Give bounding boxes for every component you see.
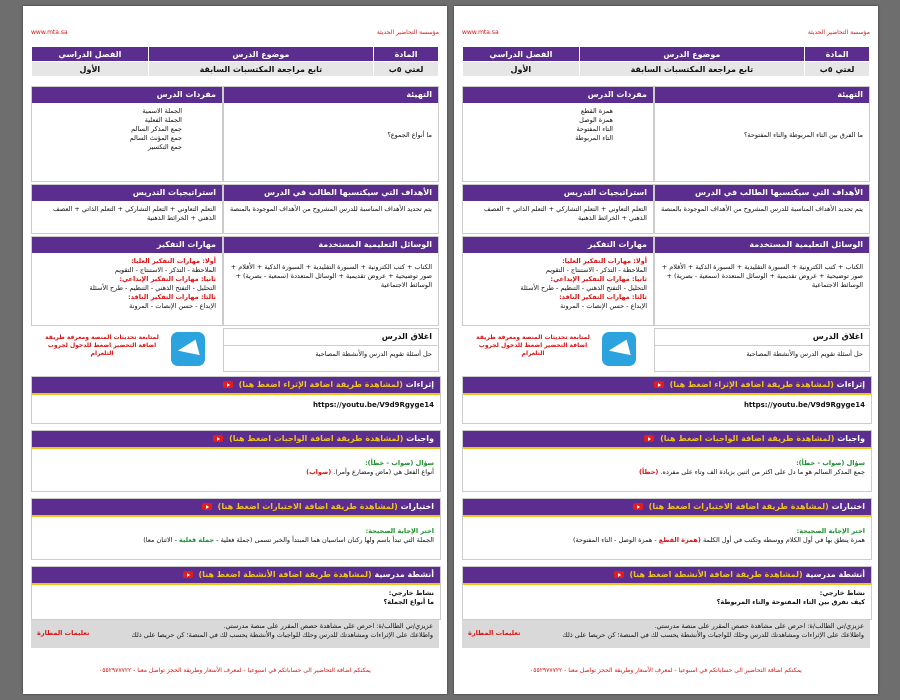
thinking-heading: مهارات التفكير <box>32 237 222 253</box>
subject-label: المادة <box>374 47 439 62</box>
tests-rest: - همزة الوصل - التاء المفتوحة) <box>572 536 657 544</box>
warmup-heading: التهيئة <box>224 87 438 103</box>
vocab-item: جمع المذكر السالم <box>131 125 182 133</box>
thinking-heading: مهارات التفكير <box>463 237 653 253</box>
thinking-title: ثالثا: مهارات التفكير الناقد: <box>559 293 647 301</box>
homework-title: سؤال (صواب - خطأ): <box>796 459 865 467</box>
lesson-page-left <box>23 6 447 694</box>
closure-heading: اغلاق الدرس <box>224 329 438 346</box>
homework-heading[interactable] <box>32 431 440 449</box>
tests-answer: (همزة القطع <box>658 536 701 544</box>
tests-text: همزة ينطق بها في أول الكلام ووسطه وتكتب في أول الكلمة <box>702 536 865 544</box>
vocab-item: التاء المفتوحة <box>576 125 613 133</box>
telegram-icon[interactable] <box>171 332 205 366</box>
enrich-link[interactable]: https://youtu.be/V9d9Rgyge14 <box>743 401 865 409</box>
topic-label: موضوع الدرس <box>148 47 373 62</box>
notes-box <box>462 620 870 648</box>
activity-title: نشاط خارجي: <box>388 589 434 597</box>
activity-box <box>462 566 872 620</box>
strategies-text: التعلم التعاوني + التعلم التشاركي + التعلم الذاتي + العصف الذهني + الخرائط الذهنية <box>53 205 216 222</box>
homework-label: واجبات <box>406 434 434 443</box>
enrich-label: إثراءات <box>836 380 865 389</box>
homework-box <box>31 430 441 492</box>
topic-value: تابع مراجعة المكتسبات السابقة <box>148 62 373 77</box>
notes-line: عزيزي/تي الطالب/ة: احرص على مشاهدة حصص المقرر على منصة مدرستي. <box>223 622 433 630</box>
activity-label: أنشطة مدرسية <box>374 570 434 579</box>
notes-line: واطلاعك على الإثراءات ومشاهدتك للدرس وحلك للواجبات والأنشطة يحسب لك في المنصة؛ كن حريصا على ذلك <box>131 631 433 639</box>
tests-heading[interactable] <box>463 499 871 517</box>
subject-label: المادة <box>805 47 870 62</box>
lesson-info-table <box>31 46 439 77</box>
warmup-box <box>223 86 439 182</box>
warmup-heading: التهيئة <box>655 87 869 103</box>
enrich-hint: (لمشاهدة طريقة اضافة الإثراء اضغط هنا) <box>238 380 403 389</box>
page-footer: يمكنكم اضافة التحاضير الى حساباتكم في اسبوعيا - لمعرف الأسعار وطريقة الحجز تواصل معنا - ٠٥٥٢٩٧٧٧٢٢ <box>530 667 802 674</box>
homework-box <box>462 430 872 492</box>
objectives-heading: الأهداف التي سيكتسبها الطالب في الدرس <box>224 185 438 201</box>
activity-heading[interactable] <box>463 567 871 585</box>
thinking-box <box>462 236 654 326</box>
notes-box <box>31 620 439 648</box>
thinking-title: ثانيا: مهارات التفكير الإبداعي: <box>550 275 647 283</box>
enrich-box <box>31 376 441 424</box>
vocab-item: همزة القطع <box>580 107 613 115</box>
warmup-box <box>654 86 870 182</box>
tests-title: اختر الإجابة الصحيحة: <box>365 527 434 535</box>
homework-hint: (لمشاهدة طريقة اضافة الواجبات اضغط هنا) <box>660 434 835 443</box>
homework-answer: (خطأ) <box>639 468 659 476</box>
tools-box <box>654 236 870 326</box>
instructions-label: تعليمات المطارة <box>468 629 521 637</box>
subject-value: لغتي ٥ب <box>805 62 870 77</box>
vocab-heading: مفردات الدرس <box>32 87 222 103</box>
tests-text: الجملة التي تبدأ باسم ولها ركنان اساسيان هما المبتدأ والخبر تسمى (جملة فعلية - <box>216 536 434 544</box>
topic-label: موضوع الدرس <box>579 47 804 62</box>
strategies-heading: استراتيجيات التدريس <box>463 185 653 201</box>
term-value: الأول <box>463 62 580 77</box>
enrich-link[interactable]: https://youtu.be/V9d9Rgyge14 <box>312 401 434 409</box>
topic-value: تابع مراجعة المكتسبات السابقة <box>579 62 804 77</box>
thinking-box <box>31 236 223 326</box>
thinking-list: الإبداع - حسن الإنصات - المرونة <box>129 302 216 310</box>
objectives-box <box>223 184 439 234</box>
activity-box <box>31 566 441 620</box>
objectives-box <box>654 184 870 234</box>
thinking-list: التحليل - التفتح الذهني - التنظيم - طرح الأسئلة <box>520 284 647 292</box>
vocab-item: الجملة الاسمية <box>142 107 182 115</box>
enrich-hint: (لمشاهدة طريقة اضافة الإثراء اضغط هنا) <box>669 380 834 389</box>
thinking-title: أولا: مهارات التفكير العليا: <box>562 257 647 265</box>
notes-line: عزيزي/تي الطالب/ة: احرص على مشاهدة حصص المقرر على منصة مدرستي. <box>654 622 864 630</box>
instructions-label: تعليمات المطارة <box>37 629 90 637</box>
thinking-list: الإبداع - حسن الإنصات - المرونة <box>560 302 647 310</box>
page-footer: يمكنكم اضافة التحاضير الى حساباتكم في اسبوعيا - لمعرف الأسعار وطريقة الحجز تواصل معنا - ٠٥٥٢٩٧٧٧٢٢ <box>99 667 371 674</box>
telegram-text: لمتابعة تحديثات المنصة ومعرفة طريقة اضافة التحضير اضغط للدخول لجروب التلغرام <box>45 334 159 357</box>
youtube-icon[interactable] <box>213 435 223 442</box>
homework-hint: (لمشاهدة طريقة اضافة الواجبات اضغط هنا) <box>229 434 404 443</box>
enrich-label: إثراءات <box>405 380 434 389</box>
term-label: الفصل الدراسي <box>463 47 580 62</box>
tests-label: اختبارات <box>400 502 434 511</box>
tests-hint: (لمشاهدة طريقة اضافة الاختبارات اضغط هنا) <box>217 502 398 511</box>
homework-heading[interactable] <box>463 431 871 449</box>
activity-label: أنشطة مدرسية <box>805 570 865 579</box>
page-header <box>462 30 870 35</box>
lesson-info-table <box>462 46 870 77</box>
tests-box <box>31 498 441 560</box>
tests-hint: (لمشاهدة طريقة اضافة الاختبارات اضغط هنا) <box>648 502 829 511</box>
brand-name: مؤسسة التحاضير الحديثة <box>376 29 439 36</box>
telegram-text: لمتابعة تحديثات المنصة ومعرفة طريقة اضافة التحضير اضغط للدخول لجروب التلغرام <box>476 334 590 357</box>
tests-box <box>462 498 872 560</box>
tools-heading: الوسائل التعليمية المستخدمة <box>224 237 438 253</box>
homework-text: جمع المذكر السالم هو ما دل على اكثر من اثنين بزيادة الف وتاء على مفرده. <box>660 468 865 476</box>
tests-heading[interactable] <box>32 499 440 517</box>
thinking-list: الملاحظة - التذكر - الاستنتاج - التقويم <box>114 266 216 274</box>
youtube-icon[interactable] <box>183 571 193 578</box>
brand-site: www.mta.sa <box>462 29 499 36</box>
closure-heading: اغلاق الدرس <box>655 329 869 346</box>
enrich-heading[interactable] <box>32 377 440 395</box>
homework-answer: (صواب) <box>306 468 332 476</box>
thinking-list: الملاحظة - التذكر - الاستنتاج - التقويم <box>545 266 647 274</box>
tools-heading: الوسائل التعليمية المستخدمة <box>655 237 869 253</box>
activity-text: ما أنواع الجملة؟ <box>383 598 434 606</box>
warmup-question: ما أنواع الجموع؟ <box>387 131 432 139</box>
strategies-box <box>31 184 223 234</box>
activity-heading[interactable] <box>32 567 440 585</box>
tools-text: الكتاب + كتب الكترونية + السبورة التقليدية + السبورة الذكية + الأقلام + صور توضيحية + عروض تقديمية + الوسائل المتعددة (سمعية - بصرية) + الوسائط الاجتماعية <box>230 263 432 289</box>
homework-text: أنواع الفعل هي (ماض ومضارع وأمر). <box>333 468 434 476</box>
thinking-title: ثانيا: مهارات التفكير الإبداعي: <box>119 275 216 283</box>
vocab-item: همزة الوصل <box>579 116 613 124</box>
vocab-box <box>462 86 654 182</box>
youtube-icon[interactable] <box>614 571 624 578</box>
vocab-item: الجملة الفعلية <box>144 116 182 124</box>
telegram-icon[interactable] <box>602 332 636 366</box>
thinking-title: أولا: مهارات التفكير العليا: <box>131 257 216 265</box>
page-header <box>31 30 439 35</box>
activity-hint: (لمشاهدة طريقة اضافة الأنشطة اضغط هنا) <box>629 570 803 579</box>
closure-box <box>654 328 870 372</box>
strategies-text: التعلم التعاوني + التعلم التشاركي + التعلم الذاتي + العصف الذهني + الخرائط الذهنية <box>484 205 647 222</box>
vocab-item: جمع المؤنث السالم <box>129 134 182 142</box>
tools-box <box>223 236 439 326</box>
term-value: الأول <box>32 62 149 77</box>
enrich-heading[interactable] <box>463 377 871 395</box>
closure-box <box>223 328 439 372</box>
tests-answer: جملة قعلية <box>179 536 215 544</box>
tests-rest: - الاثنان معا) <box>143 536 177 544</box>
tests-label: اختبارات <box>831 502 865 511</box>
warmup-question: ما الفرق بين التاء المربوطة والتاء المفتوحة؟ <box>743 131 863 139</box>
activity-hint: (لمشاهدة طريقة اضافة الأنشطة اضغط هنا) <box>198 570 372 579</box>
youtube-icon[interactable] <box>654 381 664 388</box>
brand-site: www.mta.sa <box>31 29 68 36</box>
closure-text: حل أسئلة تقويم الدرس والأنشطة المصاحبة <box>746 350 863 358</box>
objectives-heading: الأهداف التي سيكتسبها الطالب في الدرس <box>655 185 869 201</box>
tools-text: الكتاب + كتب الكترونية + السبورة التقليدية + السبورة الذكية + الأقلام + صور توضيحية + عروض تقديمية + الوسائل المتعددة (سمعية - بصرية) + الوسائط الاجتماعية <box>661 263 863 289</box>
vocab-box <box>31 86 223 182</box>
youtube-icon[interactable] <box>633 503 643 510</box>
youtube-icon[interactable] <box>644 435 654 442</box>
activity-title: نشاط خارجي: <box>819 589 865 597</box>
strategies-box <box>462 184 654 234</box>
subject-value: لغتي ٥ب <box>374 62 439 77</box>
thinking-title: ثالثا: مهارات التفكير الناقد: <box>128 293 216 301</box>
vocab-item: التاء المربوطة <box>575 134 613 142</box>
objectives-text: يتم تحديد الأهداف المناسبة للدرس المشروح من الأهداف الموجودة بالمنصة <box>660 205 863 213</box>
brand-name: مؤسسة التحاضير الحديثة <box>807 29 870 36</box>
homework-title: سؤال (صواب - خطأ): <box>365 459 434 467</box>
objectives-text: يتم تحديد الأهداف المناسبة للدرس المشروح من الأهداف الموجودة بالمنصة <box>229 205 432 213</box>
homework-label: واجبات <box>837 434 865 443</box>
activity-text: كيف تفرق بين التاء المفتوحة والتاء المربوطة؟ <box>716 598 865 606</box>
thinking-list: التحليل - التفتح الذهني - التنظيم - طرح الأسئلة <box>89 284 216 292</box>
youtube-icon[interactable] <box>202 503 212 510</box>
tests-title: اختر الإجابة الصحيحة: <box>796 527 865 535</box>
lesson-page-right <box>454 6 878 694</box>
closure-text: حل أسئلة تقويم الدرس والأنشطة المصاحبة <box>315 350 432 358</box>
notes-line: واطلاعك على الإثراءات ومشاهدتك للدرس وحلك للواجبات والأنشطة يحسب لك في المنصة؛ كن حريصا على ذلك <box>562 631 864 639</box>
strategies-heading: استراتيجيات التدريس <box>32 185 222 201</box>
enrich-box <box>462 376 872 424</box>
vocab-heading: مفردات الدرس <box>463 87 653 103</box>
youtube-icon[interactable] <box>223 381 233 388</box>
term-label: الفصل الدراسي <box>32 47 149 62</box>
vocab-item: جمع التكسير <box>148 143 182 151</box>
